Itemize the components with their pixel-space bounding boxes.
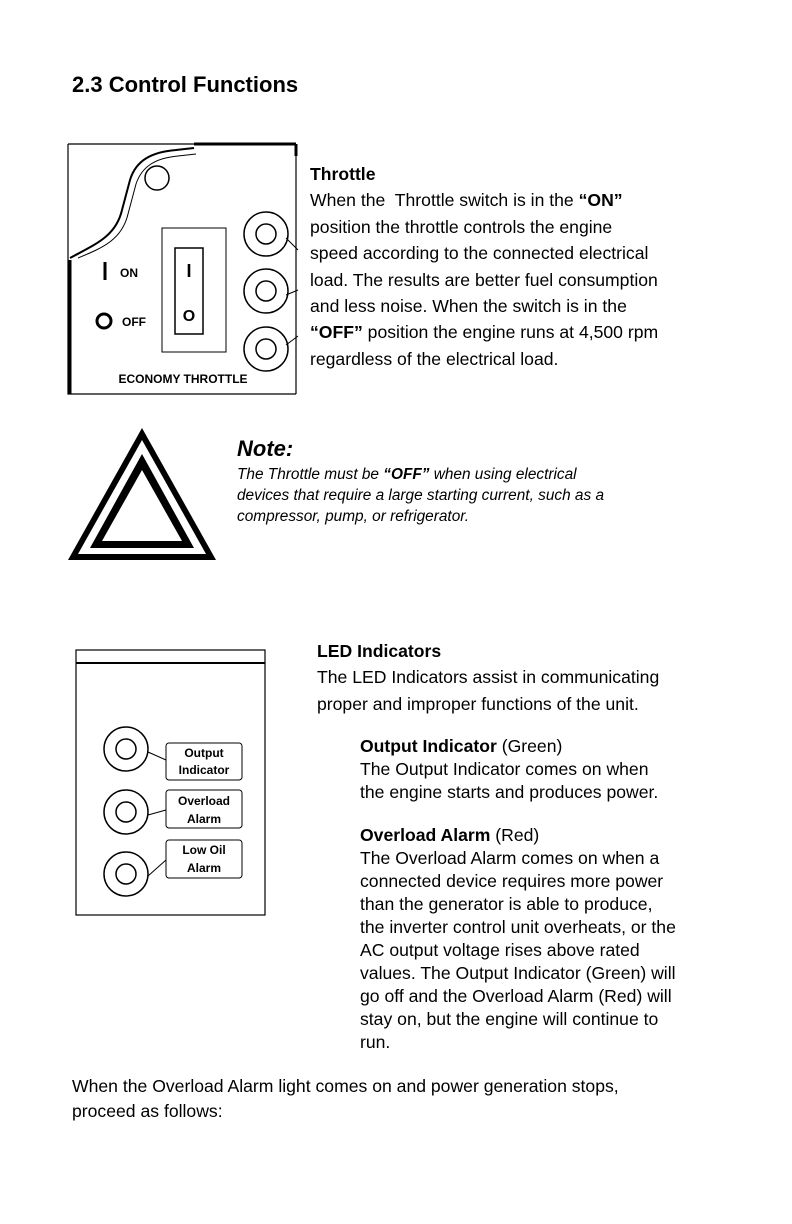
off-word: “OFF” [310,322,363,343]
lowoil-label-1: Low Oil [182,843,226,857]
overload-line: connected device requires more power [360,871,664,891]
throttle-line-7: regardless of the electrical load. [310,348,559,369]
throttle-line-5: and less noise. When the switch is in the [310,296,627,317]
throttle-heading: Throttle [310,164,376,184]
screw-hole-icon [145,166,169,190]
output-line-2: the engine starts and produces power. [360,782,659,802]
note-heading: Note: [237,436,294,461]
overload-alarm-section [360,824,740,1054]
note-line-3: compressor, pump, or refrigerator. [237,508,470,525]
off-label: OFF [122,315,146,329]
note-body [237,464,717,527]
diagram-caption: ECONOMY THROTTLE [118,372,248,386]
overload-line: go off and the Overload Alarm (Red) will [360,986,672,1006]
footer-line-1: When the Overload Alarm light comes on and power generation stops, [72,1076,619,1096]
lowoil-label-2: Alarm [186,861,222,875]
on-label: ON [120,266,138,280]
overload-line: the inverter control unit overheats, or the [360,917,676,937]
text-span: When the Throttle switch is in the [310,190,579,211]
overload-line: AC output voltage rises above rated [360,940,640,960]
led-line-2: proper and improper functions of the unit. [317,693,639,714]
throttle-line-1 [310,187,730,213]
output-label-2: Indicator [178,763,230,777]
footer-paragraph [72,1074,752,1124]
warning-triangle-icon [64,424,220,564]
economy-throttle-diagram [66,140,300,396]
outlet-icon [244,212,288,256]
overload-alarm-led-icon [104,790,148,834]
low-oil-alarm-led-icon [104,852,148,896]
overload-line: run. [360,1032,391,1052]
note-line-1 [237,464,717,485]
overload-line: than the generator is able to produce, [360,894,653,914]
led-heading: LED Indicators [317,641,442,661]
text-span: The Throttle must be [237,466,384,483]
text-span: when using electrical [429,466,577,483]
output-indicator-section [360,735,740,804]
outlet-icon [244,327,288,371]
overload-line: stay on, but the engine will continue to [360,1009,659,1029]
off-circle-icon [97,314,111,328]
overload-line: The Overload Alarm comes on when a [360,848,660,868]
led-indicator-diagram [74,648,268,918]
led-line-1: The LED Indicators assist in communicating [317,667,660,688]
throttle-line-4: load. The results are better fuel consumption [310,269,658,290]
text-span: position the engine runs at 4,500 rpm [362,322,659,343]
overload-label-1: Overload [177,794,231,808]
note-block [237,436,717,527]
outlet-icon [244,269,288,313]
switch-off-mark: O [182,308,196,325]
led-description [317,638,737,717]
overload-name: Overload Alarm [360,825,491,845]
note-line-2: devices that require a large starting current, such as a [237,487,605,504]
footer-line-2: proceed as follows: [72,1101,223,1121]
output-indicator-heading [360,735,740,758]
page-title: 2.3 Control Functions [72,72,299,97]
switch-on-mark: I [186,261,192,281]
throttle-line-2: position the throttle controls the engine [310,216,613,237]
throttle-line-6 [310,319,730,345]
off-word: “OFF” [383,466,430,483]
output-line-1: The Output Indicator comes on when [360,759,649,779]
overload-line: values. The Output Indicator (Green) will [360,963,676,983]
overload-color: (Red) [490,825,540,845]
overload-label-2: Alarm [186,812,222,826]
overload-alarm-heading [360,824,740,847]
output-name: Output Indicator [360,736,497,756]
output-label-1: Output [184,746,224,760]
output-color: (Green) [496,736,563,756]
throttle-line-3: speed according to the connected electrical [310,243,649,264]
throttle-description [310,161,730,372]
on-word: “ON” [578,190,623,211]
output-indicator-led-icon [104,727,148,771]
